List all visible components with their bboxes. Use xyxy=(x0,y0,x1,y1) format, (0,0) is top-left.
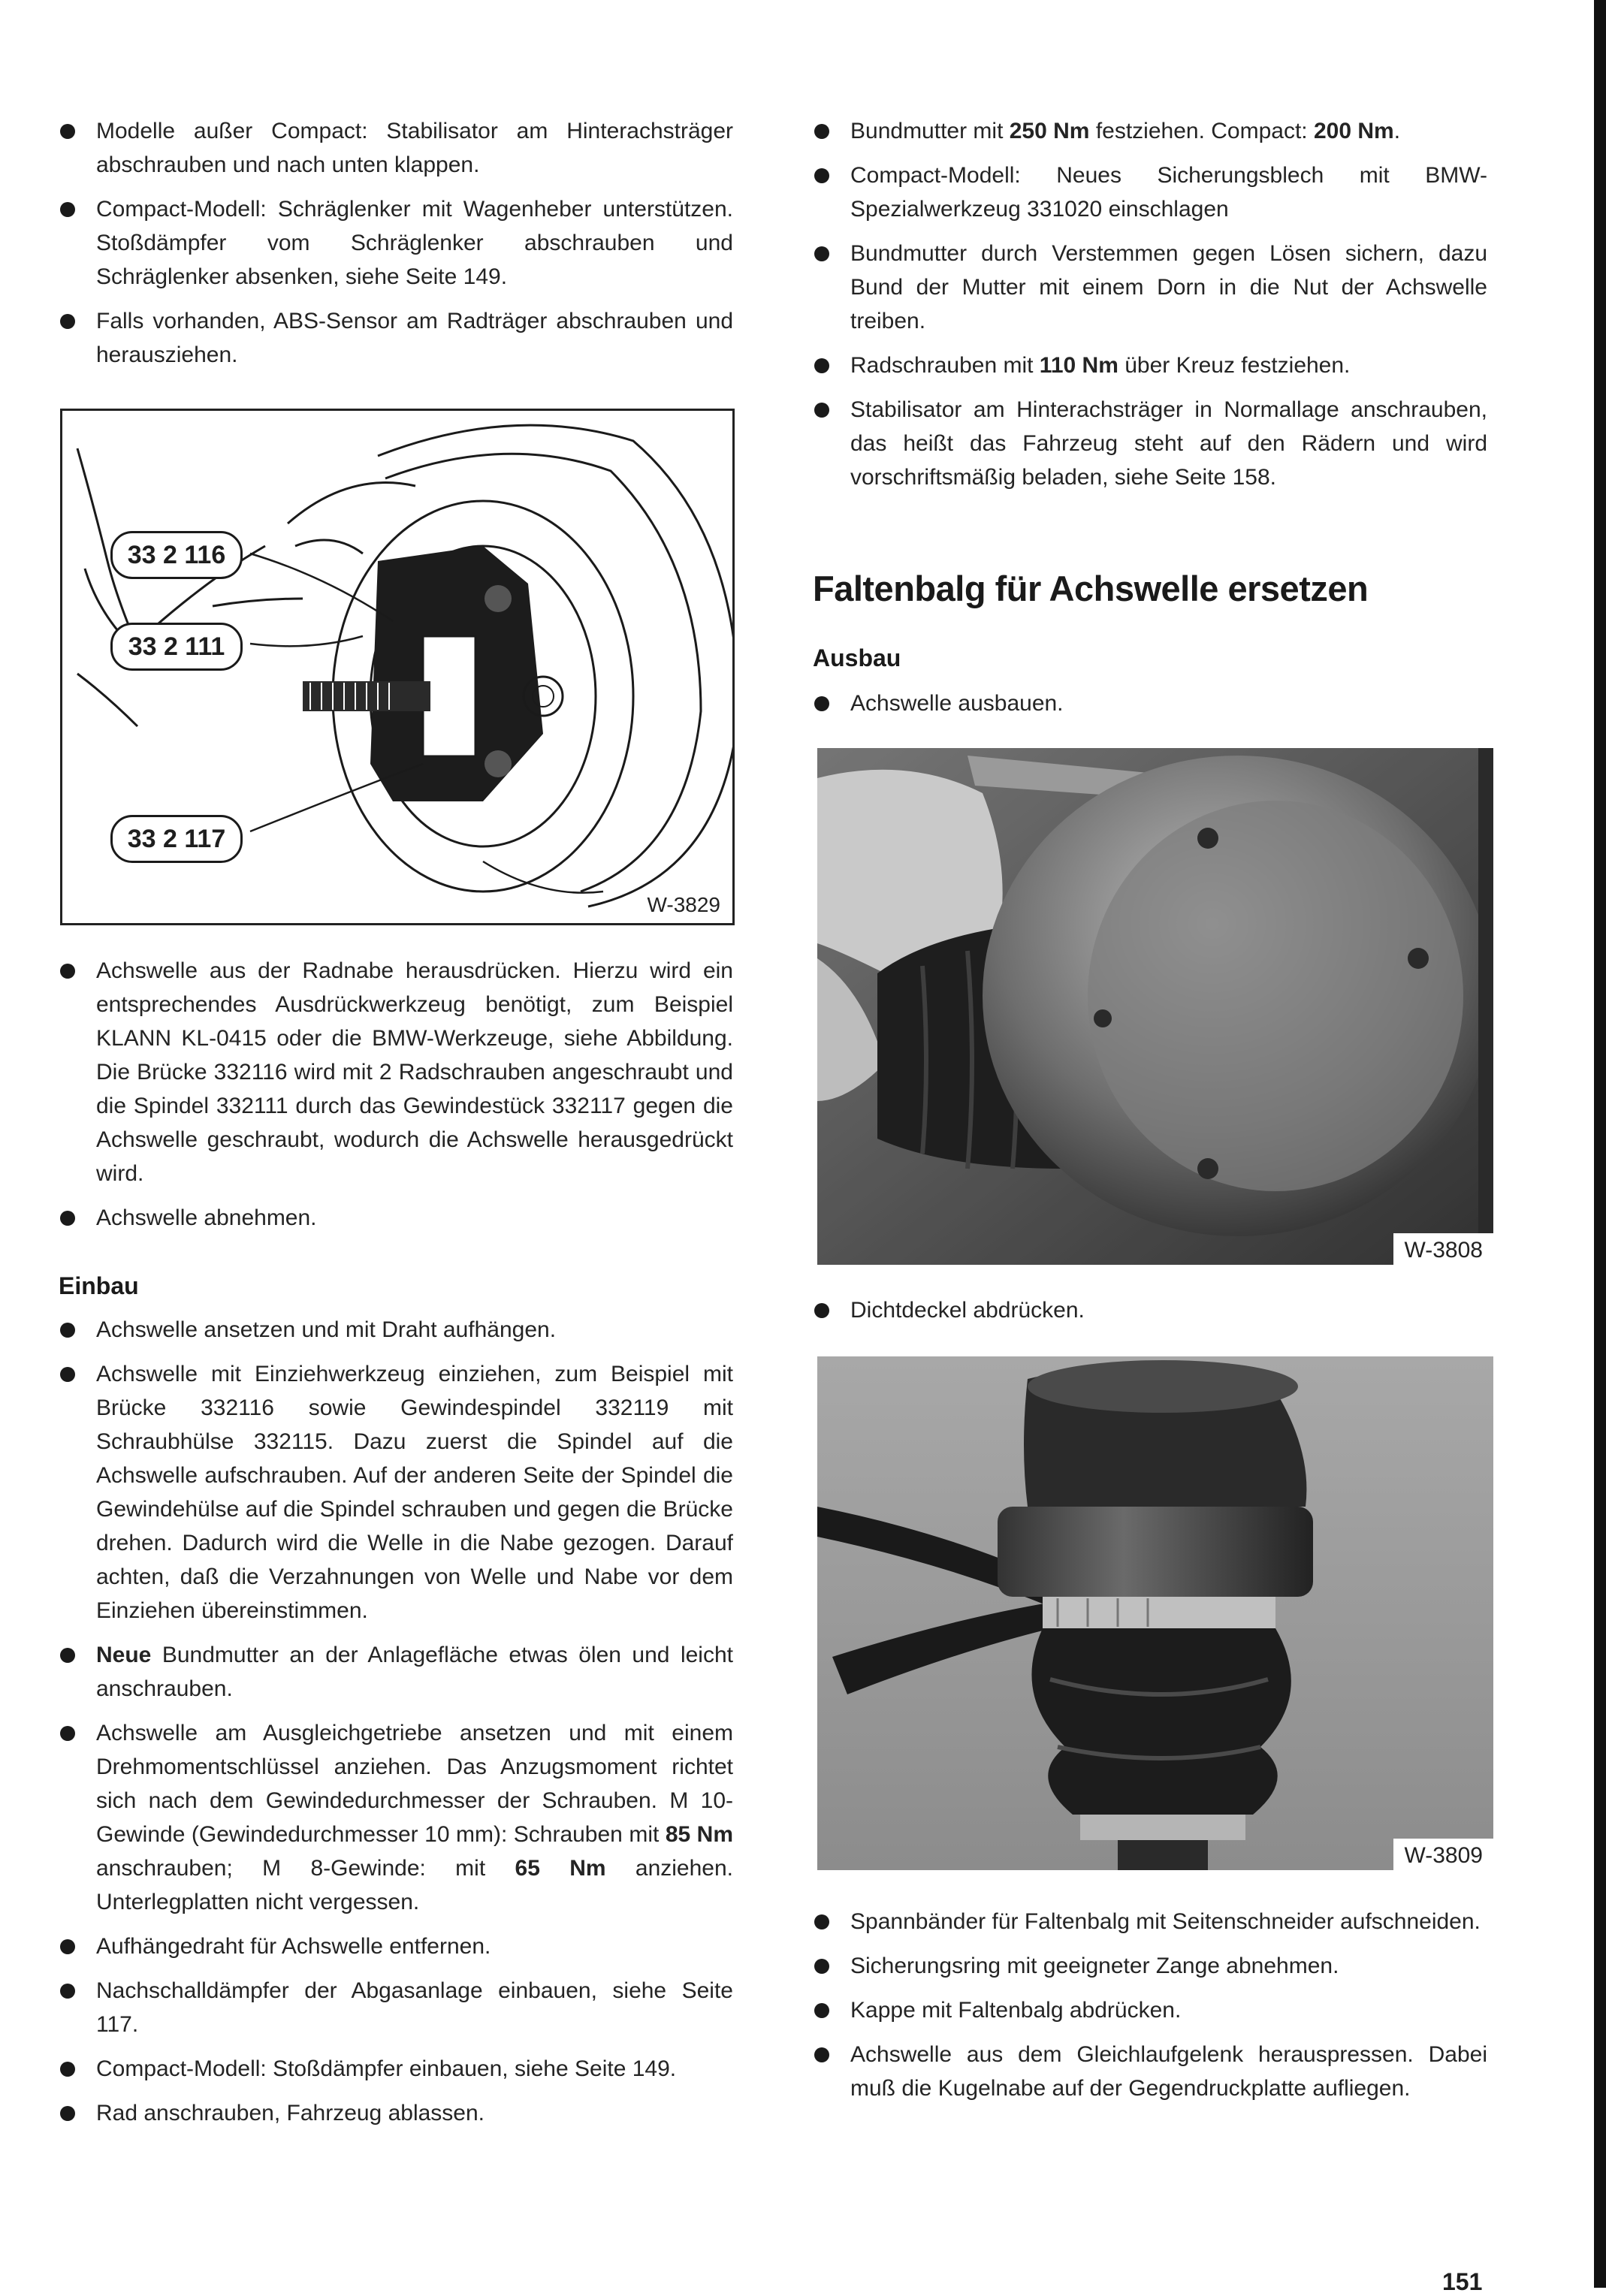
callout-33-2-117: 33 2 117 xyxy=(110,815,243,863)
callout-33-2-111: 33 2 111 xyxy=(110,623,243,671)
bullet-text: Achswelle aus dem Gleichlaufgelenk herauspressen. Dabei muß die Kugelnabe auf der Gegendruckplatte aufliegen. xyxy=(850,2042,1487,2101)
mid-list xyxy=(811,1293,1487,1338)
bullet-text: Compact-Modell: Stoßdämpfer einbauen, siehe Seite 149. xyxy=(96,2056,677,2081)
photo-w3808-drawing xyxy=(817,748,1493,1265)
tool-diagram-figure xyxy=(60,409,735,925)
bullet-text: Achswelle ansetzen und mit Draht aufhängen. xyxy=(96,1317,557,1342)
bullet-text: Bundmutter durch Verstemmen gegen Lösen sichern, dazu Bund der Mutter mit einem Dorn in die Nut der Achswelle treiben. xyxy=(850,241,1487,333)
bullet-text: festziehen. Compact: xyxy=(1089,119,1314,143)
bullet-text: Radschrauben mit xyxy=(850,353,1040,378)
bullet-item xyxy=(57,954,733,1190)
ausbau-heading: Ausbau xyxy=(813,644,901,671)
photo-w3809 xyxy=(817,1356,1493,1870)
bullet-bold-text: 250 Nm xyxy=(1009,119,1090,143)
bullet-bold-text: 110 Nm xyxy=(1039,353,1118,378)
bullet-item xyxy=(811,2038,1487,2105)
bullet-item xyxy=(57,1313,733,1347)
bullet-text: Stabilisator am Hinterachsträger in Normallage anschrauben, das heißt das Fahrzeug steht auf den Rädern und wird vorschriftsmäßig beladen, siehe Seite 158. xyxy=(850,397,1487,490)
bullet-text: Kappe mit Faltenbalg abdrücken. xyxy=(850,1998,1182,2023)
bullet-item xyxy=(57,1974,733,2041)
right-bottom-list xyxy=(811,1905,1487,2116)
bullet-item xyxy=(811,393,1487,494)
bullet-item xyxy=(57,1357,733,1628)
bullet-item xyxy=(811,158,1487,226)
bullet-text: Achswelle aus der Radnabe herausdrücken. Hierzu wird ein entsprechendes Ausdrückwerkzeug benötigt, zum Beispiel KLANN KL-0415 oder die BMW-Werkzeuge, siehe Abbildung. Die Brücke 332116 wird mit 2 Radschrauben angeschraubt und die Spindel 332111 durch das Gewindestück 332117 gegen die Achswelle geschraubt, wodurch die Achswelle herausgedrückt wird. xyxy=(96,958,733,1186)
bullet-text: Bundmutter an der Anlagefläche etwas ölen und leicht anschrauben. xyxy=(96,1643,733,1701)
bullet-item xyxy=(57,1716,733,1919)
bullet-item xyxy=(811,1905,1487,1938)
callout-33-2-116: 33 2 116 xyxy=(110,531,243,579)
page-number: 151 xyxy=(1442,2268,1483,2295)
photo-w3808 xyxy=(817,748,1493,1265)
bullet-text: Compact-Modell: Neues Sicherungsblech mit BMW- Spezialwerkzeug 331020 einschlagen xyxy=(850,163,1487,222)
bullet-text: Achswelle ausbauen. xyxy=(850,691,1064,716)
bullet-bold-text: 200 Nm xyxy=(1313,119,1394,143)
right-top-list xyxy=(811,114,1487,505)
bullet-text: Rad anschrauben, Fahrzeug ablassen. xyxy=(96,2101,485,2126)
bullet-item xyxy=(57,2096,733,2130)
section-title: Faltenbalg für Achswelle ersetzen xyxy=(813,569,1369,608)
bullet-text: über Kreuz festziehen. xyxy=(1118,353,1351,378)
bullet-bold-text: 85 Nm xyxy=(665,1822,733,1847)
bullet-bold-text: 65 Nm xyxy=(515,1856,606,1881)
photo-code-w3808: W-3808 xyxy=(1393,1233,1493,1265)
bullet-text: anziehen. Unterlegplatten nicht vergessen. xyxy=(96,1856,733,1914)
bullet-item xyxy=(57,2052,733,2086)
bullet-item xyxy=(811,1293,1487,1327)
bullet-item xyxy=(811,237,1487,338)
bullet-text: . xyxy=(1393,119,1401,143)
left-after-figure-list xyxy=(57,954,733,1245)
ausbau-list xyxy=(811,686,1487,731)
bullet-item xyxy=(57,1201,733,1235)
bullet-text: Aufhängedraht für Achswelle entfernen. xyxy=(96,1934,491,1959)
photo-w3809-drawing xyxy=(817,1356,1493,1870)
bullet-text: Bundmutter mit xyxy=(850,119,1010,143)
bullet-item xyxy=(57,1929,733,1963)
bullet-text: Nachschalldämpfer der Abgasanlage einbauen, siehe Seite 117. xyxy=(96,1978,733,2037)
bullet-item xyxy=(57,304,733,372)
bullet-item xyxy=(57,192,733,294)
einbau-heading: Einbau xyxy=(59,1272,139,1299)
bullet-text: Achswelle abnehmen. xyxy=(96,1205,317,1230)
bullet-item xyxy=(811,348,1487,382)
bullet-text: Dichtdeckel abdrücken. xyxy=(850,1298,1085,1323)
figure-code-w3829: W-3829 xyxy=(639,892,728,919)
bullet-item xyxy=(811,1949,1487,1983)
bullet-text: Achswelle am Ausgleichgetriebe ansetzen und mit einem Drehmomentschlüssel anziehen. Das Anzugsmoment richtet sich nach dem Gewindedurchmesser der Schrauben. M 10-Gewinde (Gewindedurchmesser 10 mm): Schrauben mit xyxy=(96,1721,733,1847)
bullet-text: anschrauben; M 8-Gewinde: mit xyxy=(96,1856,515,1881)
left-top-list xyxy=(57,114,733,382)
bullet-text: Compact-Modell: Schräglenker mit Wagenheber unterstützen. Stoßdämpfer vom Schräglenker abschrauben und Schräglenker absenken, siehe Seite 149. xyxy=(96,197,733,289)
bullet-text: Modelle außer Compact: Stabilisator am Hinterachsträger abschrauben und nach unten klappen. xyxy=(96,119,733,177)
bullet-item xyxy=(57,114,733,182)
bullet-item xyxy=(811,114,1487,148)
bullet-item xyxy=(57,1638,733,1706)
bullet-bold-text: Neue xyxy=(96,1643,152,1667)
bullet-text: Spannbänder für Faltenbalg mit Seitenschneider aufschneiden. xyxy=(850,1909,1481,1934)
bullet-item xyxy=(811,1993,1487,2027)
bullet-item xyxy=(811,686,1487,720)
bullet-text: Falls vorhanden, ABS-Sensor am Radträger abschrauben und herausziehen. xyxy=(96,309,733,367)
einbau-list xyxy=(57,1313,733,2141)
bullet-text: Achswelle mit Einziehwerkzeug einziehen, zum Beispiel mit Brücke 332116 sowie Gewindespindel 332119 mit Schraubhülse 332115. Dazu zuerst die Spindel auf die Achswelle aufschrauben. Auf der anderen Seite der Spindel die Gewindehülse auf die Spindel schrauben und gegen die Brücke drehen. Dadurch wird die Welle in die Nabe gezogen. Darauf achten, daß die Verzahnungen von Welle und Nabe vor dem Einziehen übereinstimmen. xyxy=(96,1362,733,1623)
photo-code-w3809: W-3809 xyxy=(1393,1839,1493,1870)
bullet-text: Sicherungsring mit geeigneter Zange abnehmen. xyxy=(850,1954,1339,1978)
page-edge-bar xyxy=(1594,0,1606,2288)
